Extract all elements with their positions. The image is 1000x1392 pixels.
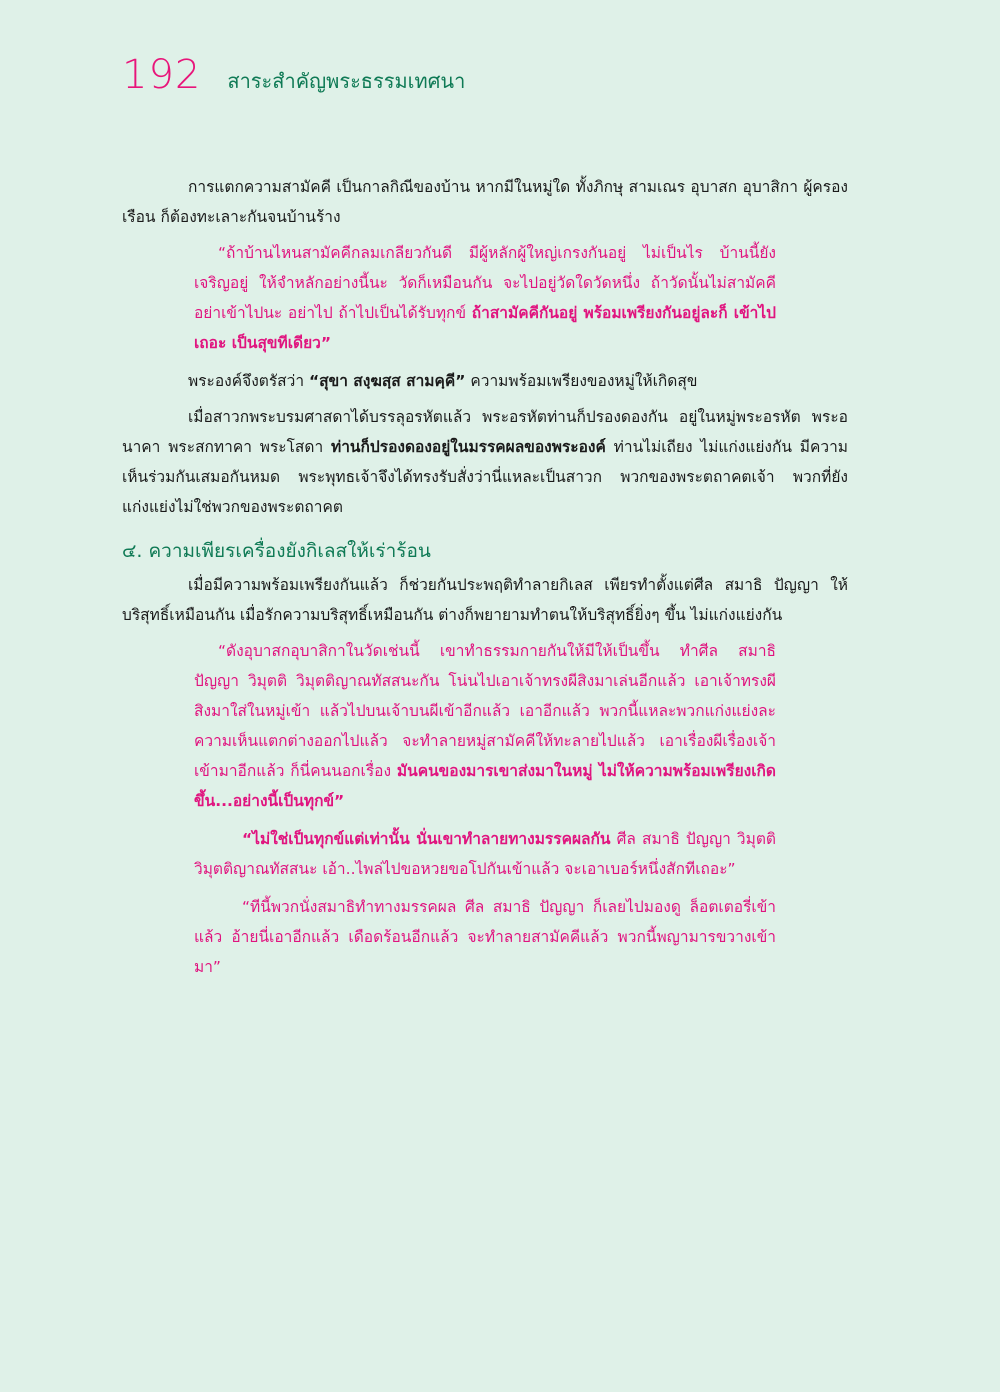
paragraph-4: เมื่อมีความพร้อมเพรียงกันแล้ว ก็ช่วยกันประพฤติทำลายกิเลส เพียรทำตั้งแต่ศีล สมาธิ ปัญญา ให้บริสุทธิ์เหมือนกัน เมื่อรักความบริสุทธิ์เหมือนกัน ต่างก็พยายามทำตนให้บริสุทธิ์ยิ่งๆ ขึ้น ไม่แก่งแย่งกัน: [122, 576, 848, 624]
paragraph-1: การแตกความสามัคคี เป็นกาลกิณีของบ้าน หากมีในหมู่ใด ทั้งภิกษุ สามเณร อุบาสก อุบาสิกา ผู้ครองเรือน ก็ต้องทะเลาะกันจนบ้านร้าง: [122, 178, 848, 226]
paragraph-3-post: ท่านไม่เถียง ไม่แก่งแย่งกัน มีความเห็นร่วมกันเสมอกันหมด พระพุทธเจ้าจึงได้ทรงรับสั่งว่านี่แหละเป็นสาวก พวกของพระตถาคตเจ้า พวกที่ยังแก่งแย่งไม่ใช่พวกของพระตถาคต: [122, 438, 848, 516]
page-header: [122, 52, 465, 98]
book-title: สาระสำคัญพระธรรมเทศนา: [227, 69, 466, 93]
quote-1-text: “ถ้าบ้านไหนสามัคคีกลมเกลียวกันดี มีผู้หลักผู้ใหญ่เกรงกันอยู่ ไม่เป็นไร บ้านนี้ยังเจริญอยู่ ให้จำหลักอย่างนี้นะ วัดก็เหมือนกัน จะไปอยู่วัดใดวัดหนึ่ง ถ้าวัดนั้นไม่สามัคคี อย่าเข้าไปนะ อย่าไป ถ้าไปเป็นได้รับทุกข์: [194, 244, 776, 322]
paragraph-3-pre: เมื่อสาวกพระบรมศาสดาได้บรรลุอรหัตแล้ว พระอรหัตท่านก็ปรองดองกัน อยู่ในหมู่พระอรหัต พระอนาคา พระสกทาคา พระโสดา: [122, 408, 848, 456]
quote-1-bold: ถ้าสามัคคีกันอยู่ พร้อมเพรียงกันอยู่ละก็ เข้าไปเถอะ เป็นสุขทีเดียว”: [194, 304, 777, 352]
quote-4: “ทีนี้พวกนั่งสมาธิทำทางมรรคผล ศีล สมาธิ ปัญญา ก็เลยไปมองดู ล็อตเตอรี่เข้าแล้ว อ้ายนี่เอาอีกแล้ว เดือดร้อนอีกแล้ว จะทำลายสามัคคีแล้ว พวกนี้พญามารขวางเข้ามา”: [194, 898, 776, 976]
content: [122, 172, 848, 990]
paragraph-3-bold: ท่านก็ปรองดองอยู่ในมรรคผลของพระองค์: [331, 438, 606, 456]
section-heading: ๔. ความเพียรเครื่องยังกิเลสให้เร่าร้อน: [122, 540, 431, 562]
paragraph-2: [122, 366, 848, 396]
quote-1: [194, 238, 776, 358]
paragraph-2-pre: พระองค์จึงตรัสว่า: [188, 372, 309, 390]
paragraph-3: [122, 402, 848, 522]
quote-3: [194, 824, 776, 884]
paragraph-2-post: ความพร้อมเพรียงของหมู่ให้เกิดสุข: [465, 372, 698, 390]
quote-2-bold: มันคนของมารเขาส่งมาในหมู่ ไม่ให้ความพร้อมเพรียงเกิดขึ้น...อย่างนี้เป็นทุกข์”: [194, 762, 776, 810]
paragraph-2-bold: “สุขา สงฺฆสฺส สามคฺคี”: [308, 372, 466, 390]
quote-3-text: ศีล สมาธิ ปัญญา วิมุตติ วิมุตติญาณทัสสนะ เอ้า..ไพล่ไปขอหวยขอโปกันเข้าแล้ว จะเอาเบอร์หนึ่งสักทีเถอะ”: [194, 830, 776, 878]
quote-2-text: “ดังอุบาสกอุบาสิกาในวัดเช่นนี้ เขาทำธรรมกายกันให้มีให้เป็นขึ้น ทำศีล สมาธิ ปัญญา วิมุตติ วิมุตติญาณทัสสนะกัน โน่นไปเอาเจ้าทรงผีสิงมาเล่นอีกแล้ว เอาเจ้าทรงผีสิงมาใส่ในหมู่เข้า แล้วไปบนเจ้าบนผีเข้าอีกแล้ว เอาอีกแล้ว พวกนี้แหละพวกแก่งแย่งละ ความเห็นแตกต่างออกไปแล้ว จะทำลายหมู่สามัคคีให้ทะลายไปแล้ว เอาเรื่องผีเรื่องเจ้าเข้ามาอีกแล้ว ก็นี่คนนอกเรื่อง: [194, 642, 776, 780]
quote-2: [194, 636, 776, 816]
page-number: 192: [122, 52, 202, 98]
quote-3-bold: “ไม่ใช่เป็นทุกข์แต่เท่านั้น นั่นเขาทำลายทางมรรคผลกัน: [242, 830, 611, 848]
